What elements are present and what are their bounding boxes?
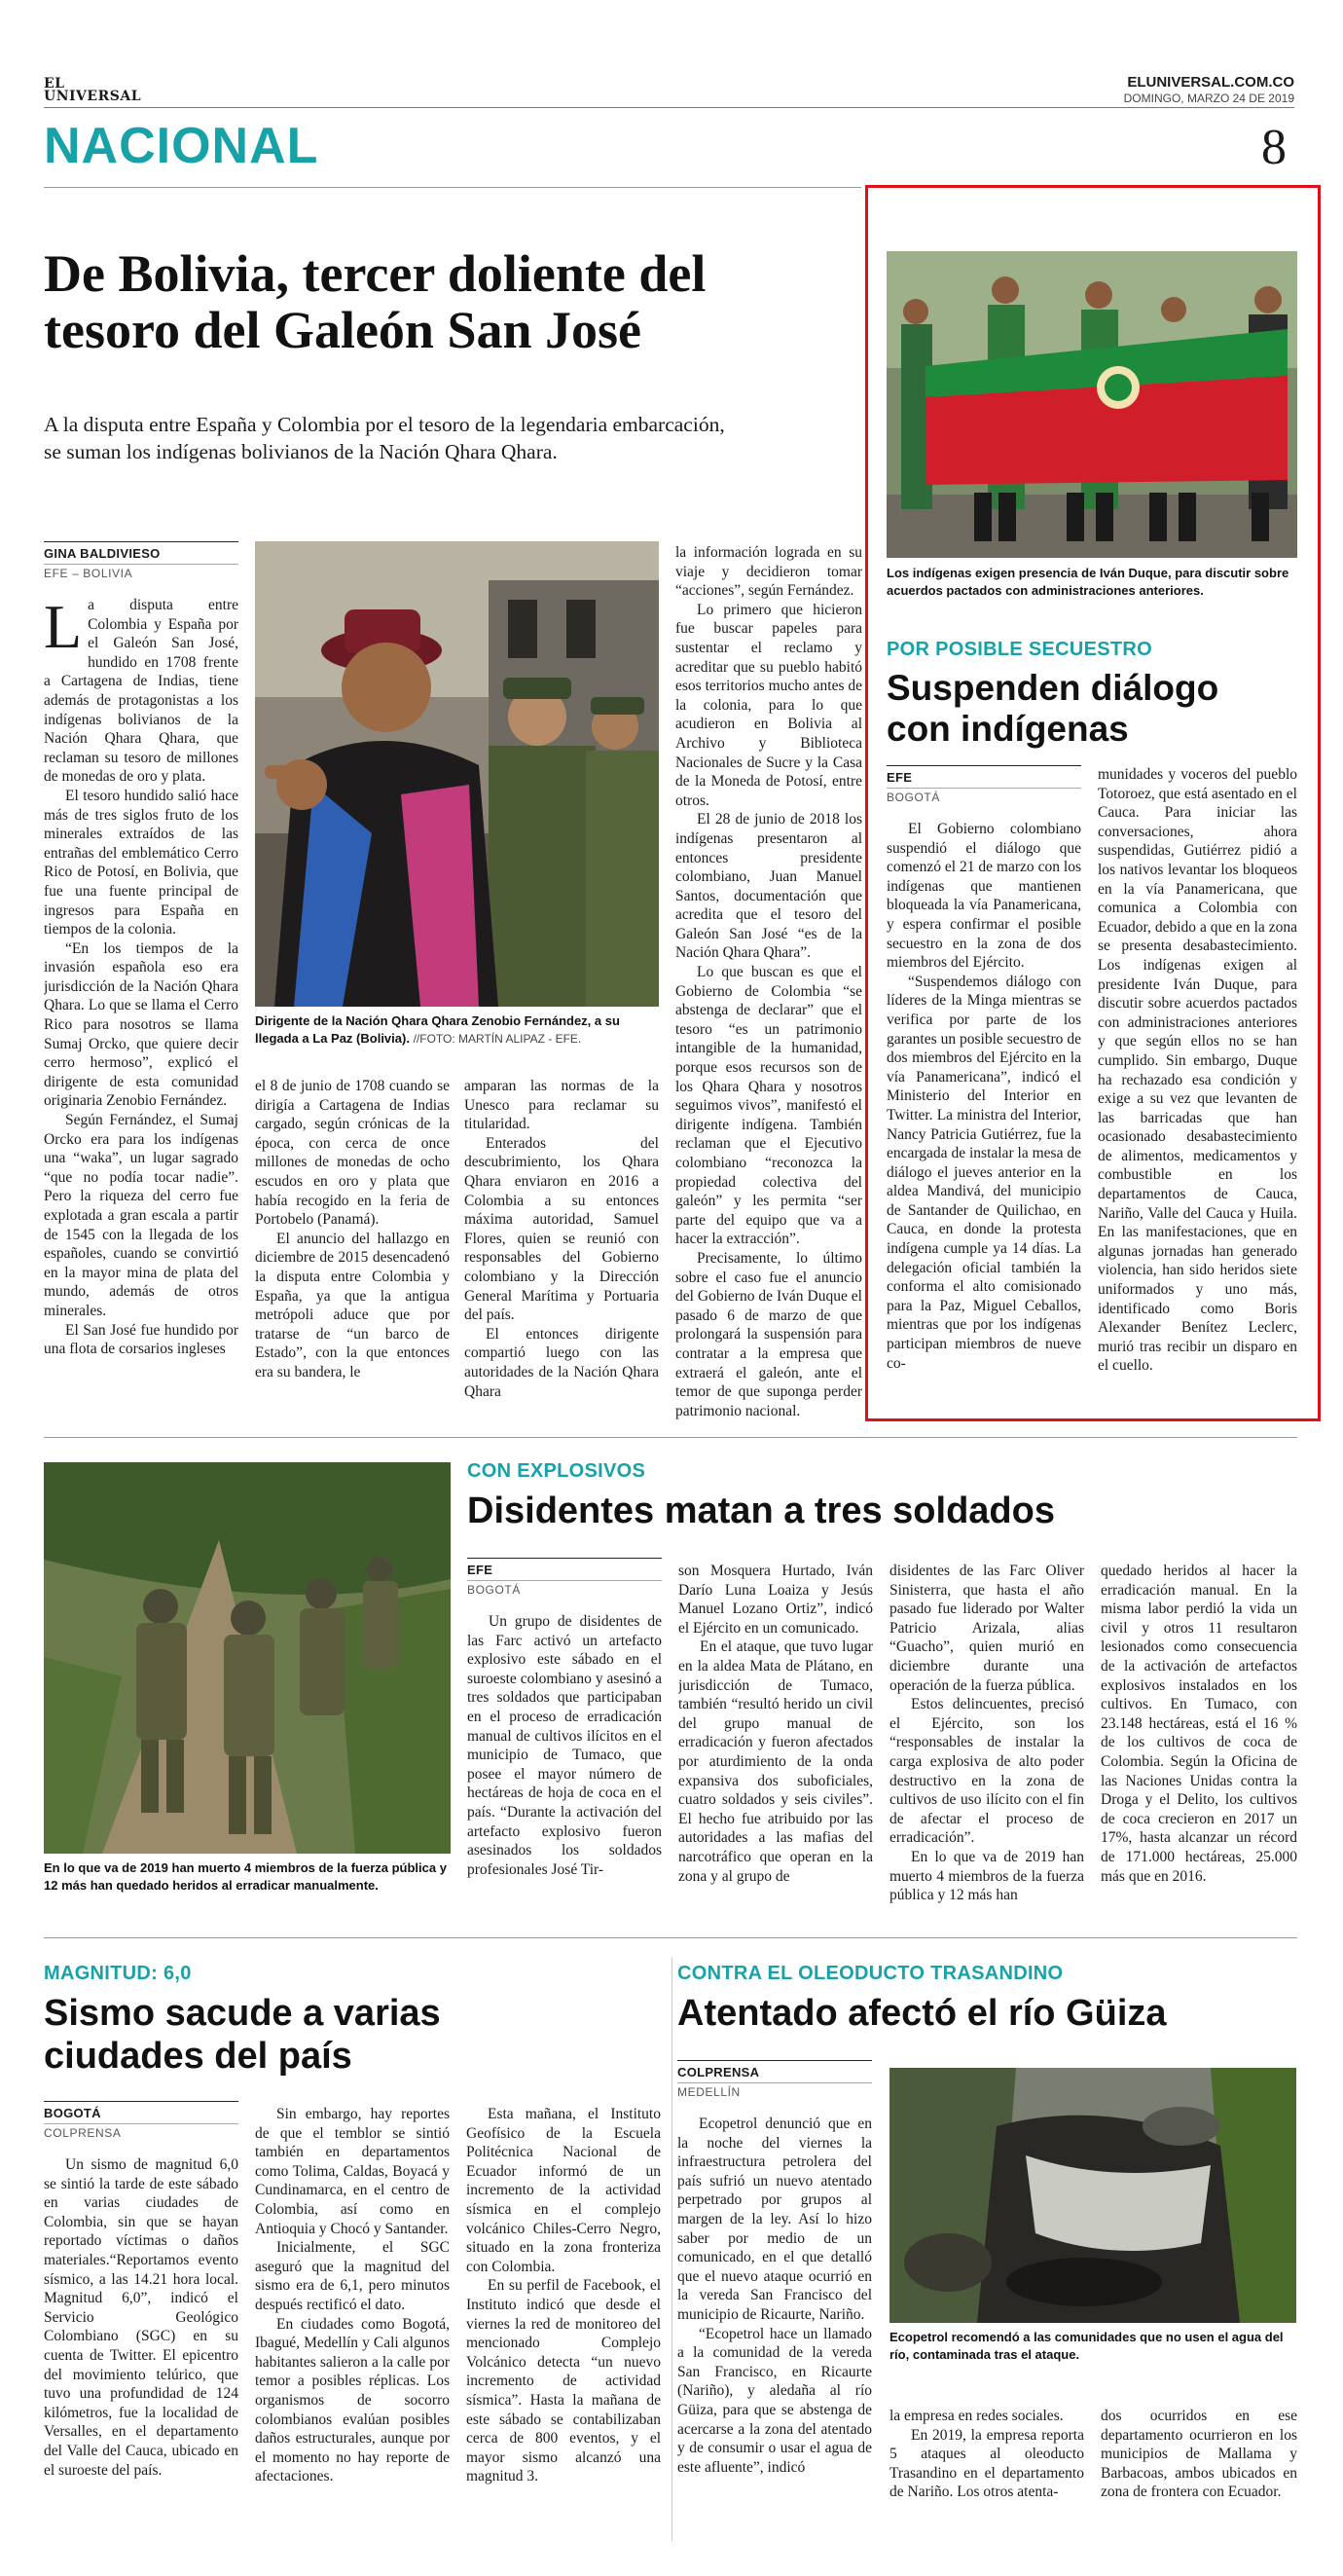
page-number: 8 <box>1261 120 1287 175</box>
oil-spill-river-photo <box>889 2068 1296 2323</box>
sidebar-photo <box>887 251 1297 558</box>
soldiers-headline: Disidentes matan a tres soldados <box>467 1490 1055 1531</box>
lead-photo-caption: Dirigente de la Nación Qhara Qhara Zenobio Fernández, a su llegada a La Paz (Bolivia). //FOTO: MARTÍN ALIPAZ - EFE. <box>255 1013 620 1046</box>
section-divider-2 <box>44 1937 1297 1938</box>
quake-column-2: Sin embargo, hay reportes de que el temblor se sintió también en departamentos como Tolima, Caldas, Boyacá y Cundinamarca, en el centro de Colombia, así como en Antioquia y Chocó y Santander. Inicialmente, el SGC aseguró que la magnitud del sismo era de 6,1, pero minutos después rectificó el dato. En ciudades como Bogotá, Ibagué, Medellín y Cali algunos habitantes salieron a la calle por temor a posibles réplicas. Los organismos de socorro colombianos evalúan posibles daños estructurales, aunque por el momento no hay reporte de afectaciones. <box>255 2106 450 2485</box>
lead-byline: GINA BALDIVIESO EFE – BOLIVIA <box>44 541 238 580</box>
river-byline: COLPRENSA MEDELLÍN <box>677 2060 872 2099</box>
lead-column-3: amparan las normas de la Unesco para reclamar su titularidad. Enterados del descubrimiento, los Qhara Qhara enviaron en 2016 a Colombia a su entonces máxima autoridad, Samuel Flores, quien se reunió con responsables del Gobierno colombiano y la Dirección General Marítima y Portuaria del país. El entonces dirigente compartió luego con las autoridades de la Nación Qhara Qhara <box>464 1078 659 1400</box>
soldiers-column-1: Un grupo de disidentes de las Farc activó un artefacto explosivo este sábado en el suroeste colombiano y asesinó a tres soldados que participaban en el proceso de erradicación manual de cultivos ilícitos en el municipio de Tumaco, que posee el mayor número de hectáreas de hoja de coca en el país. “Durante la activación del artefacto explosivo fueron asesinados los soldados profesionales José Tir- <box>467 1613 662 1878</box>
sidebar-kicker: POR POSIBLE SECUESTRO <box>887 639 1153 660</box>
river-kicker: CONTRA EL OLEODUCTO TRASANDINO <box>677 1963 1064 1984</box>
soldiers-march-photo <box>44 1462 451 1854</box>
quake-headline: Sismo sacude a varias ciudades del país <box>44 1993 441 2077</box>
river-column-2: la empresa en redes sociales. En 2019, la empresa reporta 5 ataques al oleoducto Trasandino en el departamento de Nariño. Los otros atenta- <box>889 2408 1084 2501</box>
quake-byline: BOGOTÁ COLPRENSA <box>44 2101 238 2140</box>
dropcap: L <box>44 596 83 661</box>
publication-date: DOMINGO, MARZO 24 DE 2019 <box>1123 92 1294 105</box>
soldiers-column-3: disidentes de las Farc Oliver Sinisterra, que hasta el año pasado fue liderado por Walter Patricio Arizala, alias “Guacho”, quien murió en diciembre durante una operación de la fuerza pública. Estos delincuentes, precisó el Ejército, son los “responsables de instalar la carga explosiva de alto poder destructivo en la zona de cultivos de uso ilícito con el fin de afectar el proceso de erradicación”. En lo que va de 2019 han muerto 4 miembros de la fuerza pública y 12 más han <box>889 1563 1084 1904</box>
top-rule <box>44 107 1294 108</box>
sidebar-byline: EFE BOGOTÁ <box>887 765 1081 804</box>
sidebar-column-2: munidades y voceros del pueblo Totoroez, que está asentado en el Cauca. Para iniciar las conversaciones, ahora suspendidas, Gutiérrez pidió a los nativos levantar los bloqueos en la vía Panamericana, que comunica a Colombia con Ecuador, debido a que en la zona se presenta desabastecimiento. Los indígenas exigen al presidente Iván Duque, para discutir sobre acuerdos pactados con administraciones anteriores y que según ellos no se han cumplido. Sin embargo, Duque ha rechazado esa condición y exige a su vez que levanten de las barricadas que han ocasionado desabastecimiento de alimentos, medicamentos y combustible en los departamentos de Cauca, Nariño, Valle del Cauca y Huila. En las manifestaciones, que en algunas jornadas han generado violencia, han sido heridos siete uniformados y uno más, identificado como Boris Alexander Benítez Leclerc, murió tras recibir un disparo en el cuello. <box>1098 766 1297 1375</box>
soldiers-photo <box>44 1462 451 1854</box>
indigenous-leader-photo <box>255 541 659 1007</box>
site-url: ELUNIVERSAL.COM.CO <box>1127 74 1294 91</box>
quake-column-1: Un sismo de magnitud 6,0 se sintió la tarde de este sábado en varias ciudades de Colombia, sin que se hayan reportado víctimas o daños materiales.“Reportamos evento sísmico, a las 14.21 hora local. Magnitud 6,0”, indicó el Servicio Geológico Colombiano (SGC) en su cuenta de Twitter. El epicentro del movimiento telúrico, que tuvo una profundidad de 124 kilómetros, fue la localidad de Versalles, en el departamento del Valle del Cauca, ubicado en el suroeste del país. <box>44 2156 238 2479</box>
sidebar-headline: Suspenden diálogo con indígenas <box>887 668 1219 749</box>
lead-column-4: la información lograda en su viaje y decidieron tomar “acciones”, según Fernández. Lo primero que hicieron fue buscar papeles para sustentar el reclamo y acreditar que su pueblo habitó esos territorios mucho antes de la colonia, para lo que acudieron en Bolivia al Archivo y Biblioteca Nacionales de Sucre y la Casa de la Moneda de Potosí, entre otros. El 28 de junio de 2018 los indígenas presentaron al entonces presidente colombiano, Juan Manuel Santos, documentación que acredita que el tesoro del Galeón San José “es de la Nación Qhara Qhara”. Lo que buscan es que el Gobierno de Colombia “se abstenga de declarar” que el tesoro “es un patrimonio intangible de la humanidad, porque esos recursos son de los Qhara Qhara y nosotros seguimos vivos”, manifestó el dirigente indígena. También reclaman que el Ejecutivo colombiano “reconozca la propiedad colectiva del galeón” y les permita “ser parte del equipo que va a hacer la extracción”. Precisamente, lo último sobre el caso fue el anuncio del Gobierno de Iván Duque el pasado 6 de marzo de que prolongará la suspensión para contratar a la empresa que extraerá el galeón, ante el temor de que suponga perder patrimonio nacional. <box>675 544 862 1419</box>
lead-headline: De Bolivia, tercer doliente del tesoro del Galeón San José <box>44 244 707 359</box>
river-headline: Atentado afectó el río Güiza <box>677 1993 1167 2034</box>
section-divider <box>44 1437 1297 1438</box>
soldiers-byline: EFE BOGOTÁ <box>467 1558 662 1597</box>
river-column-1: Ecopetrol denunció que en la noche del viernes la infraestructura petrolera del país sufrió un nuevo atentado perpetrado por grupos al margen de la ley. Así lo hizo saber por medio de un comunicado, en el que detalló que el nuevo ataque ocurrió en la vereda San Francisco del municipio de Ricaurte, Nariño. “Ecopetrol hace un llamado a la comunidad de la vereda San Francisco, en Ricaurte (Nariño), y aledaña al río Güiza, para que se abstenga de acercarse a la zona del atentado y de consumir o usar el agua de este afluente”, indicó <box>677 2116 872 2476</box>
section-title: NACIONAL <box>44 118 319 174</box>
lead-deck: A la disputa entre España y Colombia por el tesoro de la legendaria embarcación, se suman los indígenas bolivianos de la Nación Qhara Qhara. <box>44 413 725 463</box>
river-photo <box>889 2068 1296 2323</box>
soldiers-kicker: CON EXPLOSIVOS <box>467 1460 646 1482</box>
sidebar-photo-caption: Los indígenas exigen presencia de Iván Duque, para discutir sobre acuerdos pactados con administraciones anteriores. <box>887 566 1289 598</box>
quake-kicker: MAGNITUD: 6,0 <box>44 1963 192 1984</box>
newspaper-logo: EL UNIVERSAL <box>44 76 142 104</box>
sidebar-column-1: El Gobierno colombiano suspendió el diálogo que comenzó el 21 de marzo con los indígenas que mantienen bloqueada la vía Panamericana, y espera confirmar el posible secuestro en la zona de dos miembros del Ejército. “Suspendemos diálogo con líderes de la Minga mientras se verifica por parte de los garantes un posible secuestro de dos miembros del Ejército en la vía Panamericana”, indicó el Ministerio del Interior en Twitter. La ministra del Interior, Nancy Patricia Gutiérrez, fue la encargada de instalar la mesa de diálogo el jueves anterior en la aldea Mandivá, del municipio de Santander de Quilichao, en Cauca, en donde la protesta indígena cumple ya 14 días. La delegación oficial también la conforma el alto comisionado para la Paz, Miguel Ceballos, mientras que por los indígenas participan miembros de nueve co- <box>887 821 1081 1372</box>
indigenous-flag-photo <box>887 251 1297 558</box>
river-photo-caption: Ecopetrol recomendó a las comunidades que no usen el agua del río, contaminada tras el ataque. <box>889 2330 1284 2362</box>
soldiers-column-4: quedado heridos al hacer la erradicación manual. En la misma labor perdió la vida un civil y otros 11 resultaron lesionados como consecuencia de la activación de artefactos explosivos instalados en los cultivos. En Tumaco, con 23.148 hectáreas, está el 16 % de los cultivos de coca de Colombia. Según la Oficina de las Naciones Unidas contra la Droga y el Delito, los cultivos de coca crecieron en 2017 un 17%, hasta alcanzar un récord de 171.000 hectáreas, 25.000 más que en 2016. <box>1101 1563 1297 1885</box>
lead-column-1: L a disputa entre Colombia y España por el Galeón San José, hundido en 1708 frente a Cartagena de Indias, tiene además de protagonistas a los indígenas bolivianos de la Nación Qhara Qhara, que reclaman su tesoro de millones de monedas de oro y plata. El tesoro hundido salió hace más de tres siglos fruto de los minerales extraídos de las entrañas del emblemático Cerro Rico de Potosí, en Bolivia, que fue una fuente principal de ingresos para España en tiempos de la colonia. “En los tiempos de la invasión española eso era jurisdicción de la Nación Qhara Qhara. Lo que se llama el Cerro Rico para nosotros se llama Sumaj Orcko, que quiere decir cerro hermoso”, explicó el dirigente de esta comunidad originaria Zenobio Fernández. Según Fernández, el Sumaj Orcko era para los indígenas una “waka”, un lugar sagrado “que no podía tocar nadie”. Pero la riqueza del cerro fue explotada a gran escala a partir de 1545 con la llegada de los españoles, cuando se convirtió en la mayor mina de plata del mundo, además de otros minerales. El San José fue hundido por una flota de corsarios ingleses <box>44 596 238 1358</box>
soldiers-column-2: son Mosquera Hurtado, Iván Darío Luna Loaiza y Jesús Manuel Lozano Ortiz”, indicó el Ejército en un comunicado. En el ataque, que tuvo lugar en la aldea Mata de Plátano, en jurisdicción de Tumaco, también “resultó herido un civil del grupo manual de erradicación y fueron afectados por aturdimiento de la onda expansiva dos suboficiales, cuatro soldados y seis civiles”. El hecho fue atribuido por las autoridades a las mafias del narcotráfico que operan en la zona y al grupo de <box>678 1563 873 1885</box>
river-column-3: dos ocurridos en ese departamento ocurrieron en los municipios de Mallama y Barbacoas, ambos ubicados en zona de frontera con Ecuador. <box>1101 2408 1297 2501</box>
lead-column-2: el 8 de junio de 1708 cuando se dirigía a Cartagena de Indias cargado, según crónicas de la época, con cerca de once millones de monedas de ocho escudos en oro y plata que había recogido en la feria de Portobelo (Panamá). El anuncio del hallazgo en diciembre de 2015 desencadenó la disputa entre Colombia y España, ya que la antigua metrópoli aduce que por tratarse de “un barco de Estado”, con la que entonces era su bandera, le <box>255 1078 450 1380</box>
section-rule <box>44 187 861 188</box>
quake-column-3: Esta mañana, el Instituto Geofísico de la Escuela Politécnica Nacional de Ecuador informó de un incremento de la actividad sísmica en el complejo volcánico Chiles-Cerro Negro, situado en la zona fronteriza con Colombia. En su perfil de Facebook, el Instituto indicó que desde el viernes la red de monitoreo del mencionado Complejo Volcánico detecta “un nuevo incremento de actividad sísmica”. Hasta la mañana de este sábado se contabilizaban cerca de 800 eventos, y el mayor sismo alcanzó una magnitud 3. <box>466 2106 661 2485</box>
soldiers-photo-caption: En lo que va de 2019 han muerto 4 miembros de la fuerza pública y 12 más han quedado heridos al erradicar manualmente. <box>44 1860 447 1893</box>
lead-photo <box>255 541 659 1007</box>
